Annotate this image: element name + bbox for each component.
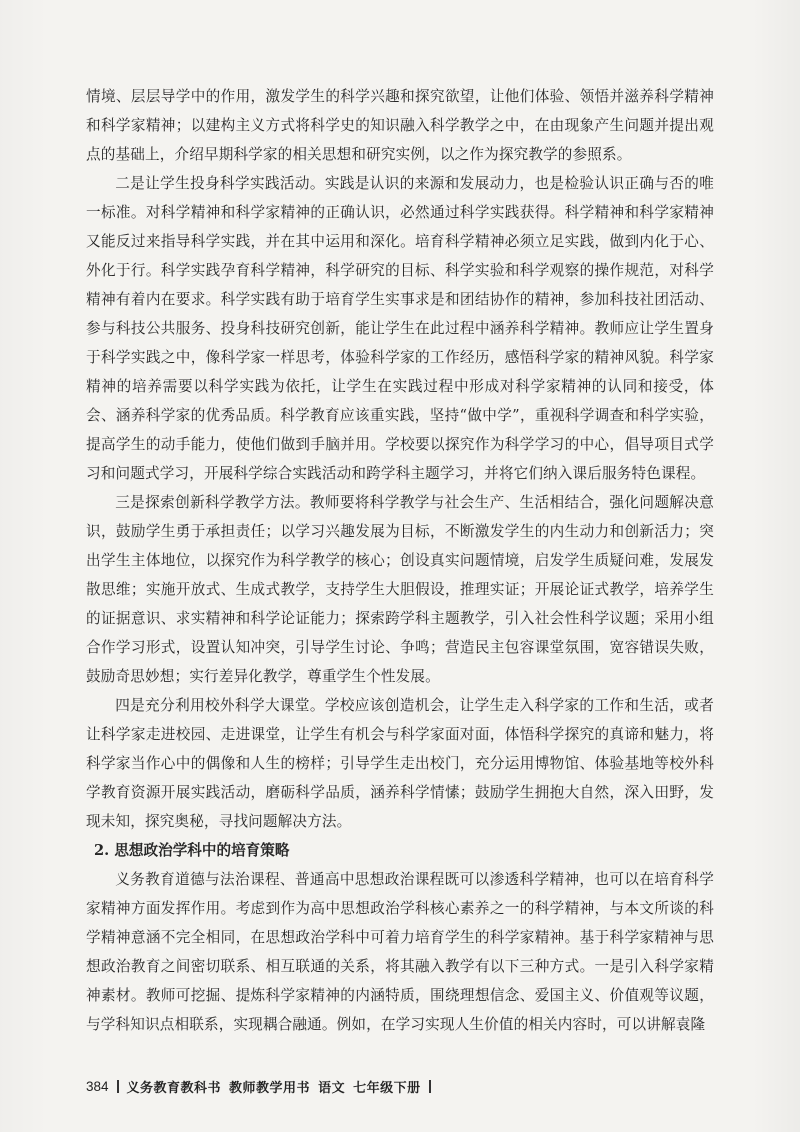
page-number: 384 [86,1079,109,1094]
paragraph-4: 四是充分利用校外科学大课堂。学校应该创造机会，让学生走入科学家的工作和生活，或者让科学家走进校园、走进课堂，让学生有机会与科学家面对面，体悟科学探究的真谛和魅力，将科学家当作心中的偶像和人生的榜样；引导学生走出校门，充分运用博物馆、体验基地等校外科学教育资源开展实践活动，磨砺科学品质，涵养科学情愫；鼓励学生拥抱大自然，深入田野，发现未知，探究奥秘，寻找问题解决方法。 [86,697,714,830]
paragraph-2: 二是让学生投身科学实践活动。实践是认识的来源和发展动力，也是检验认识正确与否的唯一标准。对科学精神和科学家精神的正确认识，必然通过科学实践获得。科学精神和科学家精神又能反过来指导科学实践，并在其中运用和深化。培育科学精神必须立足实践，做到内化于心、外化于行。科学实践孕育科学精神，科学研究的目标、科学实验和科学观察的操作规范，对科学精神有着内在要求。科学实践有助于培育学生实事求是和团结协作的精神，参加科技社团活动、参与科技公共服务、投身科技研究创新，能让学生在此过程中涵养科学精神。教师应让学生置身于科学实践之中，像科学家一样思考，体验科学家的工作经历，感悟科学家的精神风貌。科学家精神的培养需要以科学实践为依托，让学生在实践过程中形成对科学家精神的认同和接受，体会、涵养科学家的优秀品质。科学教育应该重实践，坚持“做中学”，重视科学调查和科学实验，提高学生的动手能力，使他们做到手脑并用。学校要以探究作为科学学习的中心，倡导项目式学习和问题式学习，开展科学综合实践活动和跨学科主题学习，并将它们纳入课后服务特色课程。 [86,175,714,482]
footer-grade: 七年级下册 [353,1081,421,1096]
body-text [86,82,714,1039]
footer-series: 义务教育教科书 [126,1081,222,1096]
footer-book: 教师教学用书 [229,1081,311,1096]
paragraph-1: 情境、层层导学中的作用，激发学生的科学兴趣和探究欲望，让他们体验、领悟并滋养科学精神和科学家精神；以建构主义方式将科学史的知识融入科学教学之中，在由现象产生问题并提出观点的基础上，介绍早期科学家的相关思想和研究实例，以之作为探究教学的参照系。 [86,88,714,163]
footer-divider-end [429,1080,431,1093]
paragraph-5: 义务教育道德与法治课程、普通高中思想政治课程既可以渗透科学精神，也可以在培育科学家精神方面发挥作用。考虑到作为高中思想政治学科核心素养之一的科学精神，与本文所谈的科学精神意涵不完全相同，在思想政治学科中可着力培育学生的科学家精神。基于科学家精神与思想政治教育之间密切联系、相互联通的关系，将其融入教学有以下三种方式。一是引入科学家精神素材。教师可挖掘、提炼科学家精神的内涵特质，围绕理想信念、爱国主义、价值观等议题，与学科知识点相联系，实现耦合融通。例如，在学习实现人生价值的相关内容时，可以讲解袁隆 [86,871,714,1033]
paragraph-3: 三是探索创新科学教学方法。教师要将科学教学与社会生产、生活相结合，强化问题解决意识，鼓励学生勇于承担责任；以学习兴趣发展为目标，不断激发学生的内生动力和创新活力；突出学生主体地位，以探究作为科学教学的核心；创设真实问题情境，启发学生质疑问难，发展发散思维；实施开放式、生成式教学，支持学生大胆假设，推理实证；开展论证式教学，培养学生的证据意识、求实精神和科学论证能力；探索跨学科主题教学，引入社会性科学议题；采用小组合作学习形式，设置认知冲突，引导学生讨论、争鸣；营造民主包容课堂氛围，宽容错误失败，鼓励奇思妙想；实行差异化教学，尊重学生个性发展。 [86,494,714,685]
footer-divider [117,1080,119,1093]
page-footer [86,1077,431,1096]
section-heading: 2. 思想政治学科中的培育策略 [94,842,290,859]
footer-subject: 语文 [318,1081,346,1096]
